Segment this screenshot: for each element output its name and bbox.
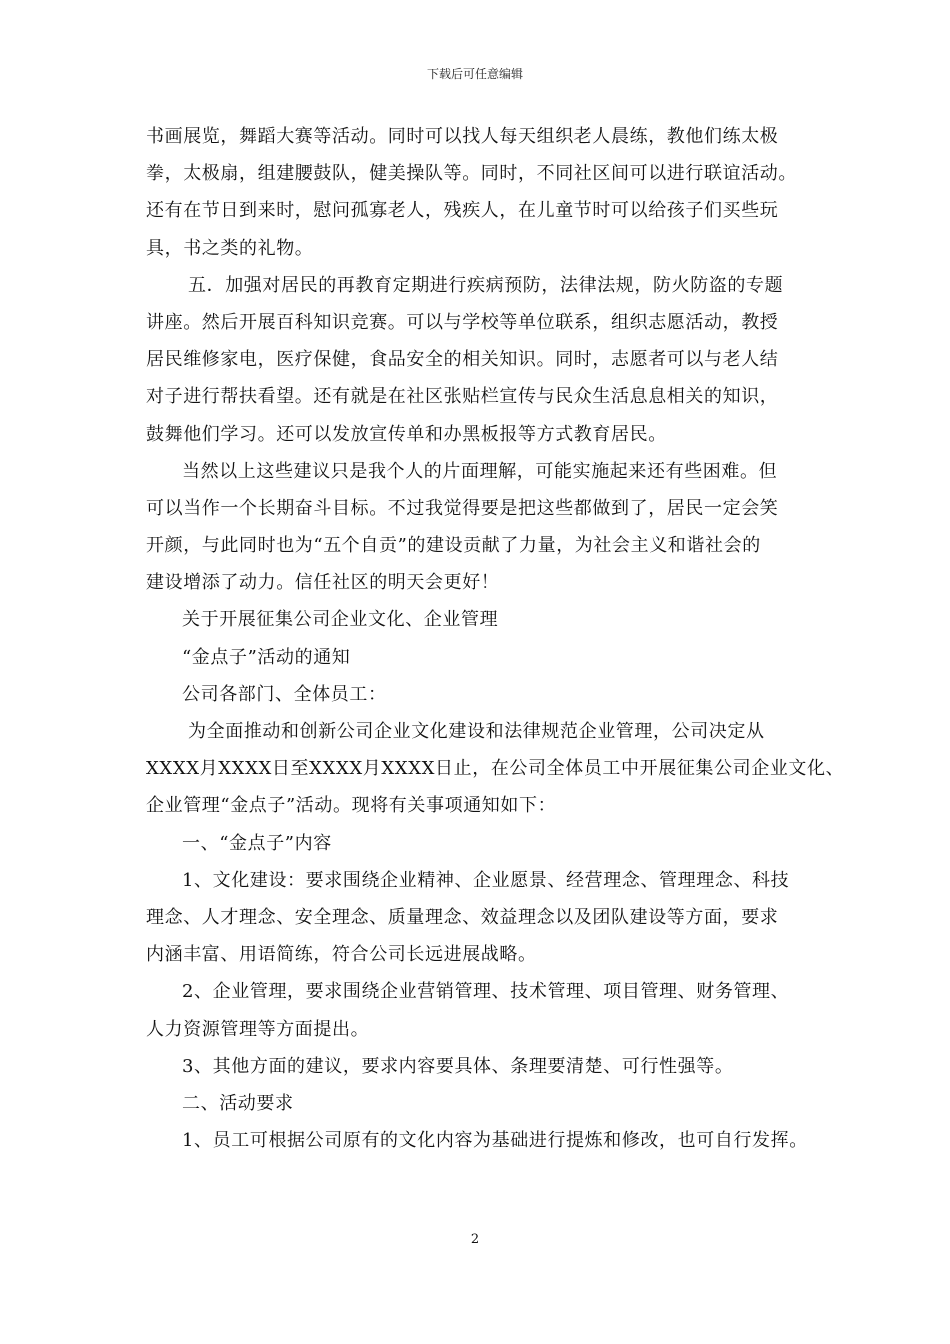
section-five-start: 五．加强对居民的再教育定期进行疾病预防，法律法规，防火防盗的专题: [188, 274, 784, 296]
text-line: 内涵丰富、用语简练，符合公司长远进展战略。: [146, 944, 537, 966]
text-line: 人力资源管理等方面提出。: [146, 1018, 370, 1040]
notice-intro-start: 为全面推动和创新公司企业文化建设和法律规范企业管理，公司决定从: [188, 721, 765, 742]
notice-salutation: 公司各部门、全体员工：: [182, 683, 387, 705]
conclusion-paragraph-start: 当然以上这些建议只是我个人的片面理解，可能实施起来还有些困难。但: [182, 460, 778, 482]
item-culture-start: 1、文化建设：要求围绕企业精神、企业愿景、经营理念、管理理念、科技: [182, 869, 790, 891]
text-line: 还有在节日到来时，慰问孤寡老人，残疾人，在儿童节时可以给孩子们买些玩: [146, 200, 779, 222]
page-header: 下载后可任意编辑: [426, 67, 523, 81]
item-other-suggestions: 3、其他方面的建议，要求内容要具体、条理要清楚、可行性强等。: [182, 1055, 734, 1077]
requirement-item-1: 1、员工可根据公司原有的文化内容为基础进行提炼和修改，也可自行发挥。: [182, 1130, 808, 1152]
item-management-start: 2、企业管理，要求围绕企业营销管理、技术管理、项目管理、财务管理、: [182, 981, 790, 1003]
text-line: 对子进行帮扶看望。还有就是在社区张贴栏宣传与民众生活息息相关的知识，: [146, 386, 779, 408]
text-line: 拳，太极扇，组建腰鼓队，健美操队等。同时，不同社区间可以进行联谊活动。: [146, 163, 797, 185]
text-line: 鼓舞他们学习。还可以发放宣传单和办黑板报等方式教育居民。: [146, 423, 667, 445]
notice-title-line-2: “金点子”活动的通知: [182, 646, 351, 668]
text-line: 企业管理“金点子”活动。现将有关事项通知如下：: [146, 795, 557, 817]
text-line: 具，书之类的礼物。: [146, 237, 314, 259]
text-line: 开颜，与此同时也为“五个自贡”的建设贡献了力量，为社会主义和谐社会的: [146, 535, 761, 557]
document-body: [146, 118, 845, 1159]
section-heading-requirements: 二、活动要求: [182, 1092, 294, 1114]
text-line: 讲座。然后开展百科知识竞赛。可以与学校等单位联系，组织志愿活动，教授: [146, 311, 779, 333]
section-heading-content: 一、“金点子”内容: [182, 832, 332, 854]
text-line: 可以当作一个长期奋斗目标。不过我觉得要是把这些都做到了，居民一定会笑: [146, 497, 779, 519]
text-line: 理念、人才理念、安全理念、质量理念、效益理念以及团队建设等方面，要求: [146, 906, 779, 928]
text-line: XXXX月XXXX日至XXXX月XXXX日止，在公司全体员工中开展征集公司企业文化、: [146, 758, 845, 780]
notice-title-line-1: 关于开展征集公司企业文化、企业管理: [182, 609, 499, 631]
page-number: 2: [470, 1232, 480, 1247]
text-line: 书画展览，舞蹈大赛等活动。同时可以找人每天组织老人晨练，教他们练太极: [146, 126, 779, 147]
text-line: 居民维修家电，医疗保健，食品安全的相关知识。同时，志愿者可以与老人结: [146, 349, 779, 371]
text-line: 建设增添了动力。信任社区的明天会更好！: [146, 572, 500, 594]
